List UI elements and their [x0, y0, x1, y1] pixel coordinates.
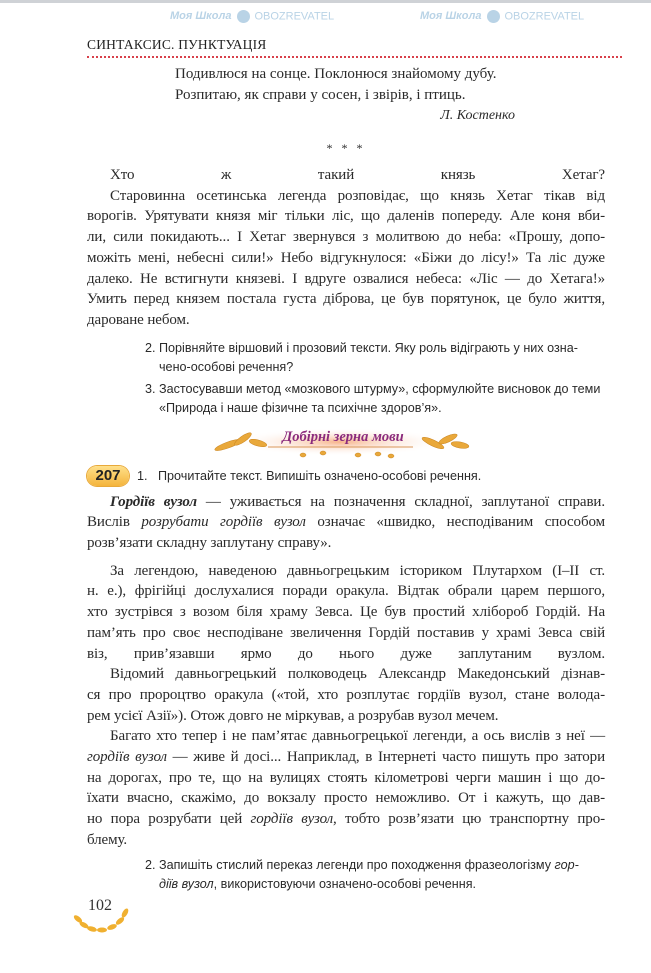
poem-line: Розпитаю, як справи у сосен, і звірів, і птиць. — [175, 86, 466, 103]
text-segment: Багато хто тепер і не пам’ятає давньогрецької легенди, а ось вислів з неї — — [110, 728, 605, 745]
text-segment: Вислів — [87, 514, 142, 531]
exercise-task-1 — [87, 466, 607, 486]
text-line — [87, 227, 605, 248]
task-number: 1. — [137, 468, 148, 483]
paragraph-legend-khetag — [87, 165, 605, 331]
emphasized-phrase: гор- — [554, 857, 579, 872]
text-segment: можіть мені, небесні сили!» Небо відгукнулося: «Біжи до лісу!» Та ліс дуже — [87, 249, 605, 266]
text-segment: но пора розрубати цей — [87, 811, 251, 828]
poem-line: Подивлюся на сонце. Поклонюся знайомому дубу. — [175, 66, 497, 82]
watermark-brand: Моя Школа — [170, 10, 232, 23]
text-line — [159, 358, 605, 378]
text-line — [87, 512, 605, 533]
text-segment: — уживається на позначення складної, заплутаної справи. — [196, 493, 606, 510]
text-segment: — живе й досі... Наприклад, в Інтернеті часто пишуть про затори — [166, 749, 605, 766]
text-line — [87, 602, 605, 623]
text-segment: далеко. Не встигнути князеві. І вдруге озвалися небеса: «Ліс — до Хетага!» — [87, 270, 605, 287]
text-segment: За легендою, наведеною давньогрецьким істориком Плутархом (I–II ст. — [110, 562, 605, 579]
text-line — [87, 809, 605, 830]
task-text — [159, 856, 605, 895]
text-segment: чено-особові речення? — [159, 360, 294, 375]
text-segment: пам’ять про своє несподіване звеличення Гордій поставив у храмі Зевса свій — [87, 624, 605, 641]
text-line — [87, 623, 605, 644]
text-line — [87, 644, 605, 665]
text-line — [87, 186, 605, 207]
text-line — [87, 561, 605, 582]
section-header: СИНТАКСИС. ПУНКТУАЦІЯ — [87, 37, 622, 58]
text-line — [159, 380, 605, 400]
paragraph-definition — [87, 492, 605, 554]
text-segment: їхати вчасно, скажімо, до вокзалу просто неможливо. От і кажуть, що дав- — [87, 790, 605, 807]
text-line — [87, 726, 605, 747]
text-line — [159, 875, 605, 895]
text-line — [87, 706, 605, 727]
text-line — [87, 248, 605, 269]
exercise-number-badge: 207 — [87, 466, 129, 486]
text-segment: Умить перед князем постала густа діброва, це був порятунок, це було життя, — [87, 291, 605, 308]
text-line — [87, 206, 605, 227]
paragraph-modern-usage — [87, 726, 605, 850]
task-2-retell — [145, 856, 605, 895]
text-line — [87, 788, 605, 809]
text-line — [87, 533, 605, 554]
text-segment: Застосувавши метод «мозкового штурму», сформулюйте висновок до теми — [159, 381, 601, 396]
task-2-compare — [145, 339, 605, 378]
text-line — [87, 269, 605, 290]
text-segment: Запишіть стислий переказ легенди про походження фразеологізму — [159, 857, 555, 872]
emphasized-phrase: діїв вузол — [159, 877, 214, 892]
text-line — [87, 289, 605, 310]
text-segment: хто зустрівся з возом біля храму Зевса. Це був простий хлібороб Гордій. На — [87, 604, 605, 621]
task-3-brainstorm — [145, 380, 605, 419]
task-number: 2. — [145, 857, 156, 872]
banner-title: Добірні зерна мови — [282, 428, 404, 445]
text-segment: блему. — [87, 831, 128, 848]
task-text: Прочитайте текст. Випишіть означено-особові речення. — [158, 468, 482, 483]
textbook-page — [87, 0, 607, 973]
page-footer — [70, 897, 130, 933]
text-segment: на дорогах, про те, що на вулицях стоять кілометрові черги машин і що до- — [87, 769, 605, 786]
watermark-brand: OBOZREVATEL — [504, 10, 585, 23]
paragraph-legend-gordius — [87, 561, 605, 727]
text-segment: Відомий давньогрецький полководець Александр Македонський дізнав- — [110, 666, 605, 683]
text-line — [87, 685, 605, 706]
text-segment: ся про пророцтво оракула («той, хто розплутає гордіїв вузол, стане волода- — [87, 686, 605, 703]
emphasized-phrase: гордіїв вузол — [250, 811, 334, 828]
text-line — [87, 165, 605, 186]
text-segment: , тобто розв’язати цю транспортну про- — [333, 811, 605, 828]
emphasized-phrase: Гордіїв вузол — [110, 493, 197, 510]
text-line — [159, 399, 605, 419]
separator-stars: * * * — [326, 141, 366, 155]
task-text — [159, 339, 605, 378]
text-line — [87, 768, 605, 789]
poem-author: Л. Костенко — [440, 108, 515, 123]
emphasized-phrase: гордіїв вузол — [87, 749, 167, 766]
text-segment: ворогів. Урятувати князя міг тільки ліс, що даленів попереду. Але коня вби- — [87, 208, 605, 225]
text-segment: Порівняйте віршовий і прозовий тексти. Яку роль відіграють у них озна- — [159, 340, 578, 355]
page-number: 102 — [88, 896, 112, 914]
watermark-brand: OBOZREVATEL — [254, 10, 335, 23]
text-segment: дароване небом. — [87, 311, 190, 328]
text-line — [87, 664, 605, 685]
text-line — [87, 830, 605, 851]
task-text — [159, 380, 605, 419]
text-line — [87, 310, 605, 331]
emphasized-phrase: розрубати гордіїв вузол — [141, 514, 306, 531]
text-line — [87, 747, 605, 768]
watermark-brand: Моя Школа — [420, 10, 482, 23]
text-segment: розв’язати складну заплутану справу». — [87, 535, 332, 552]
text-segment: віз, прив’язавши ярмо до нього дуже заплутаним вузлом. — [87, 645, 605, 662]
poem — [175, 64, 607, 105]
text-line — [159, 339, 605, 359]
task-number: 3. — [145, 381, 156, 396]
text-segment: означає «швидко, несподіваним способом — [305, 514, 605, 531]
text-segment: ли, сили покидають... І Хетаг звернувся з молитвою до неба: «Прошу, допо- — [87, 229, 605, 246]
text-segment: рем усієї Азії»). Отож довго не міркував, а розрубав вузол мечем. — [87, 707, 499, 724]
text-segment: Хто ж такий князь Хетаг? — [110, 167, 605, 183]
text-segment: н. е.), фрігійці дослухалися поради оракула. Відтак обрали царем першого, — [87, 583, 605, 600]
text-line — [87, 492, 605, 513]
text-segment: , використовуючи означено-особові речення. — [213, 877, 477, 892]
text-segment: Старовинна осетинська легенда розповідає, що князь Хетаг тікав від — [110, 187, 605, 204]
text-line — [159, 856, 605, 876]
task-number: 2. — [145, 340, 156, 355]
text-segment: «Природа і наше фізичне та психічне здоров’я». — [159, 401, 442, 416]
text-line — [87, 581, 605, 602]
section-banner — [208, 425, 472, 459]
